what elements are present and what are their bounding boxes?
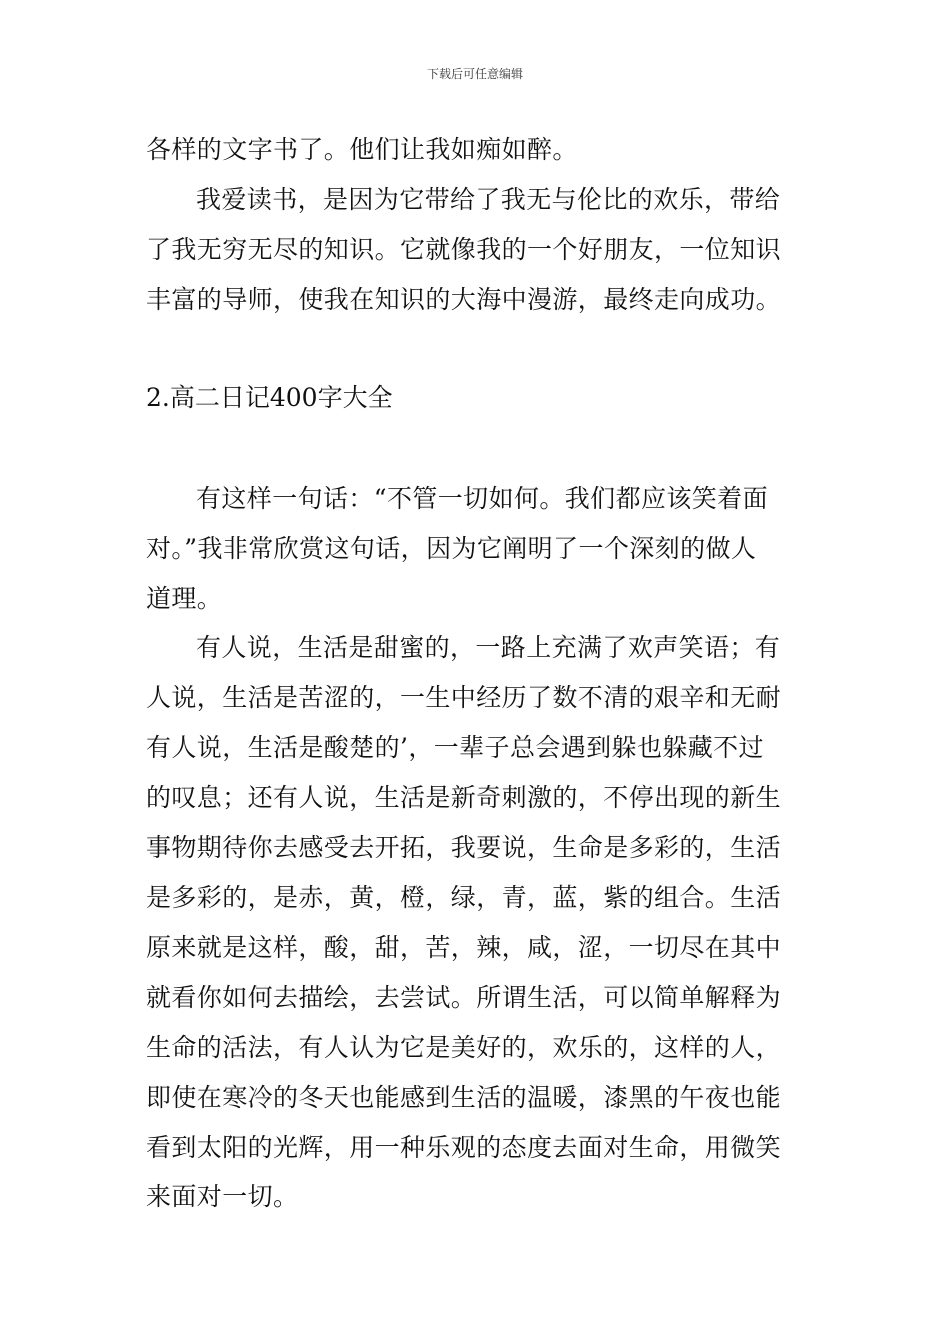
paragraph-line: 是多彩的，是赤，黄，橙，绿，青，蓝，紫的组合。生活 bbox=[146, 883, 782, 912]
paragraph-line: 有人说，生活是甜蜜的，一路上充满了欢声笑语；有 bbox=[196, 633, 781, 662]
paragraph-line: 丰富的导师，使我在知识的大海中漫游，最终走向成功。 bbox=[146, 285, 782, 314]
paragraph-line: 道理。 bbox=[146, 584, 223, 613]
page-header-note: 下载后可任意编辑 bbox=[426, 67, 523, 81]
paragraph-line: 了我无穷无尽的知识。它就像我的一个好朋友，一位知识 bbox=[146, 235, 782, 264]
paragraph-line: 有人说，生活是酸楚的’，一辈子总会遇到躲也躲藏不过 bbox=[146, 733, 764, 762]
paragraph-line: 就看你如何去描绘，去尝试。所谓生活，可以简单解释为 bbox=[146, 983, 782, 1012]
paragraph-line: 我爱读书，是因为它带给了我无与伦比的欢乐，带给 bbox=[196, 185, 781, 214]
paragraph-line: 的叹息；还有人说，生活是新奇刺激的，不停出现的新生 bbox=[146, 783, 782, 812]
paragraph-line: 对。”我非常欣赏这句话，因为它阐明了一个深刻的做人 bbox=[146, 534, 757, 563]
paragraph-line: 各样的文字书了。他们让我如痴如醉。 bbox=[146, 135, 578, 164]
paragraph-line: 生命的活法，有人认为它是美好的，欢乐的，这样的人， bbox=[146, 1033, 782, 1062]
paragraph-line: 有这样一句话：“不管一切如何。我们都应该笑着面 bbox=[196, 484, 768, 513]
section-heading: 2.高二日记400字大全 bbox=[146, 383, 393, 412]
paragraph-line: 来面对一切。 bbox=[146, 1182, 299, 1211]
paragraph-line: 即使在寒冷的冬天也能感到生活的温暖，漆黑的午夜也能 bbox=[146, 1083, 782, 1112]
paragraph-line: 事物期待你去感受去开拓，我要说，生命是多彩的，生活 bbox=[146, 833, 782, 862]
paragraph-line: 看到太阳的光辉，用一种乐观的态度去面对生命，用微笑 bbox=[146, 1133, 782, 1162]
paragraph-line: 人说，生活是苦涩的，一生中经历了数不清的艰辛和无耐 bbox=[146, 683, 782, 712]
paragraph-line: 原来就是这样，酸，甜，苦，辣，咸，涩，一切尽在其中 bbox=[146, 933, 782, 962]
